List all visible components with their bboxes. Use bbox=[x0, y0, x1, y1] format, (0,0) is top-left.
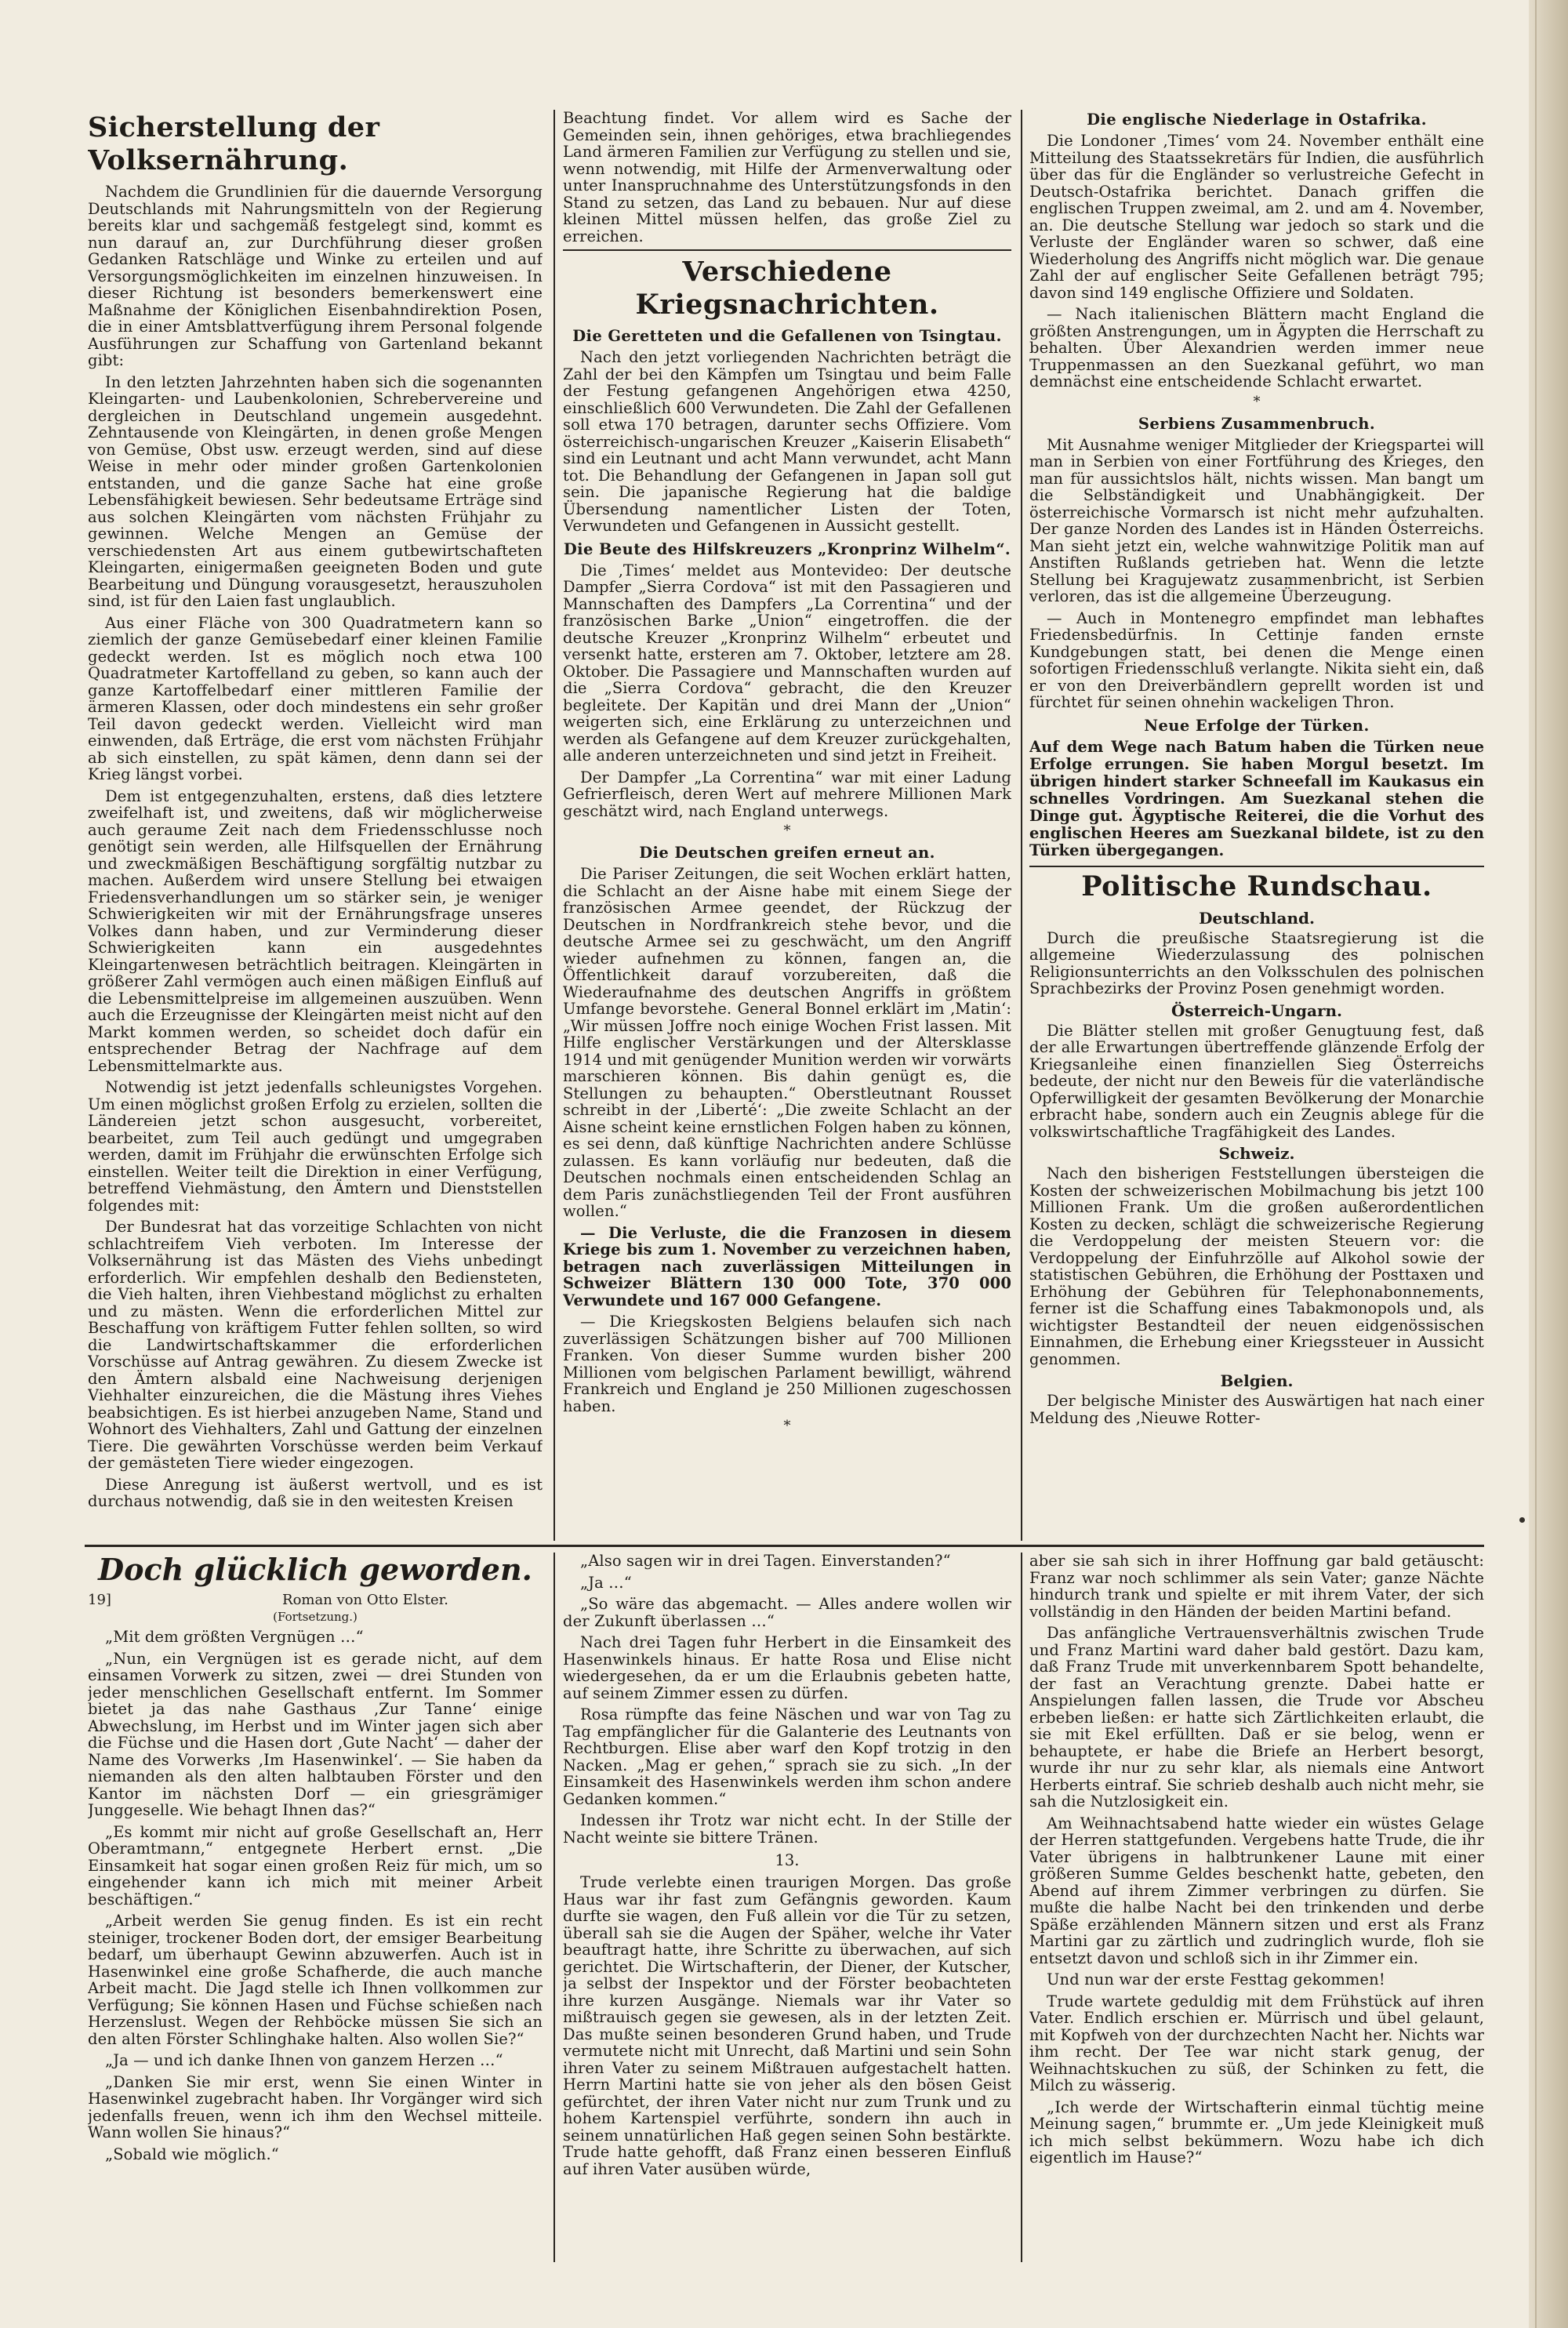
installment-number: 19] bbox=[88, 1592, 111, 1608]
serial-column-3 bbox=[1029, 1553, 1484, 2262]
paragraph: „Ich werde der Wirtschafterin einmal tüchtig meine Meinung sagen,“ brummte er. „Um jede Kleinigkeit muß ich mich selbst bekümmern. Wozu habe ich dich eigentlich im Hause?“ bbox=[1029, 2097, 1484, 2166]
novel-title: Doch glücklich geworden. bbox=[98, 1553, 532, 1587]
paragraph: In den letzten Jahrzehnten haben sich die sogenannten Kleingarten- und Laubenkolonien, Schrebervereine und dergleichen in Deutschland ungemein ausgedehnt. Zehntausende von Kleingärten, in denen große Mengen von Gemüse, Obst usw. erzeugt werden, sind auf diese Weise in mehr oder minder großen Gartenkolonien entstanden, und die ganze Sache hat eine große Lebensfähigkeit bewiesen. Sehr bedeutsame Erträge sind aus solchen Kleingärten vom nächsten Frühjahr zu gewinnen. Welche Mengen an Gemüse der verschiedensten Art aus einem gutbewirtschafteten Kleingarten, einigermaßen geeigneten Boden und gute Bearbeitung und Düngung vorausgesetzt, herauszuholen sind, ist für den Laien fast unglaublich. bbox=[88, 372, 543, 610]
section-rule bbox=[1029, 866, 1484, 867]
paragraph: Dem ist entgegenzuhalten, erstens, daß dies letztere zweifelhaft ist, und zweitens, daß wir möglicherweise auch geraume Zeit nach dem Friedensschlusse noch genötigt sein werden, alle Hilfsquellen der Ernährung und zweckmäßigen Beschäftigung sorgfältig nutzbar zu machen. Außerdem wird unsere Stellung bei etwaigen Friedensverhandlungen um so stärker sein, je weniger Schwierigkeiten wir mit der Ernährungsfrage unseres Volkes dann haben, und zur Verminderung dieser Schwierigkeiten kann ein ausgedehntes Kleingartenwesen beträchtlich beitragen. Kleingärten in größerer Zahl vermögen auch einen mäßigen Einfluß auf die Lebensmittelpreise im allgemeinen auszuüben. Wenn auch die Erzeugnisse der Kleingärten meist nicht auf den Markt kommen werden, so scheidet doch dafür ein entsprechender Betrag der Nachfrage auf dem Lebensmittelmarkte aus. bbox=[88, 786, 543, 1075]
separator-star: * bbox=[783, 823, 791, 839]
paragraph: Durch die preußische Staatsregierung ist die allgemeine Wiederzulassung des polnischen Religionsunterrichts an den Volksschulen des polnischen Sprachbezirks der Provinz Posen genehmigt worden. bbox=[1029, 928, 1484, 997]
paragraph: „Ja …“ bbox=[580, 1573, 632, 1592]
article-subtitle: Die Geretteten und die Gefallenen von Tsingtau. bbox=[572, 327, 1002, 345]
separator-star: * bbox=[1253, 393, 1261, 410]
paragraph-bold: — Die Verluste, die die Franzosen in diesem Kriege bis zum 1. November zu verzeichnen haben, betragen nach zuverlässigen Mitteilungen in Schweizer Blättern 130 000 Tote, 370 000 Verwundete und 167 000 Gefangene. bbox=[563, 1223, 1011, 1309]
paragraph: — Die Kriegskosten Belgiens belaufen sich nach zuverlässigen Schätzungen bisher auf 700 Millionen Franken. Von dieser Summe wurden bisher 200 Millionen vom belgischen Parlament bewilligt, während Frankreich und England je 250 Millionen zugeschossen haben. bbox=[563, 1313, 1011, 1415]
page-binding-edge bbox=[1529, 0, 1568, 2328]
paragraph: „Mit dem größten Vergnügen …“ bbox=[105, 1628, 364, 1646]
paragraph: Die ‚Times‘ meldet aus Montevideo: Der deutsche Dampfer „Sierra Cordova“ ist mit den Passagieren und Mannschaften des Dampfers „La Correntina“ und der französischen Barke „Union“ eingetroffen. die der deutsche Kreuzer „Kronprinz Wilhelm“ erbeutet und versenkt hatte, ersteren am 7. Oktober, letztere am 28. Oktober. Die Passagiere und Mannschaften wurden auf die „Sierra Cordova“ gebracht, die den Kreuzer begleitete. Der Kapitän und drei Mann der „Union“ weigerten sich, eine Erklärung zu unterzeichnen und werden als Gefangene auf dem Kreuzer zurückgehalten, alle anderen unterzeichneten und sind jetzt in Freiheit. bbox=[563, 561, 1011, 764]
paragraph: Trude verlebte einen traurigen Morgen. Das große Haus war ihr fast zum Gefängnis geworden. Kaum durfte sie wagen, den Fuß allein vor die Tür zu setzen, überall sah sie die Augen der Späher, welche ihr Vater beauftragt hatte, ihre Schritte zu überwachen, auf sich gerichtet. Die Wirtschafterin, der Diener, der Kutscher, ja selbst der Inspektor und der Förster beobachteten ihre kurzen Ausgänge. Niemals war ihr Vater so mißtrauisch gegen sie gewesen, als in der letzten Zeit. Das mußte seinen besonderen Grund haben, und Trude vermutete nicht mit Unrecht, daß Martini und sein Sohn ihren Vater zu seinem Mißtrauen aufgestachelt hatten. Herrn Martini hatte sie von jeher als den bösen Geist gefürchtet, der ihren Vater nicht nur zum Trunk und zu hohem Kartenspiel verführte, sondern ihn auch in seinem unnatürlichen Haß gegen seinen Sohn bestärkte. Trude hatte gehofft, daß Franz einen besseren Einfluß auf ihren Vater ausüben würde, bbox=[563, 1873, 1011, 2178]
column-volksernaehrung bbox=[88, 110, 543, 1541]
paragraph: Indessen ihr Trotz war nicht echt. In der Stille der Nacht weinte sie bittere Tränen. bbox=[563, 1811, 1011, 1847]
paragraph: Der Bundesrat hat das vorzeitige Schlachten von nicht schlachtreifem Vieh verboten. Im Interesse der Volksernährung ist das Mästen des Viehs unbedingt erforderlich. Wir empfehlen deshalb den Bediensteten, die Vieh halten, ihren Viehbestand möglichst zu erhalten und zu mästen. Wenn die erforderlichen Mittel zur Beschaffung von kräftigem Futter fehlen sollten, so wird die Landwirtschaftskammer die erforderlichen Vorschüsse auf Antrag gewähren. Zu diesem Zwecke ist den Ämtern alsbald eine Nachweisung derjenigen Viehhalter einzureichen, die die Mästung ihres Viehes beabsichtigen. Es ist hierbei anzugeben Name, Stand und Wohnort des Viehhalters, Zahl und Gattung der einzelnen Tiere. Die gewährten Vorschüsse werden beim Verkauf der gemästeten Tiere wieder eingezogen. bbox=[88, 1218, 543, 1472]
column-rule bbox=[554, 110, 555, 1541]
column-ostafrika-rundschau bbox=[1029, 110, 1484, 1541]
paragraph: „Es kommt mir nicht auf große Gesellschaft an, Herr Oberamtmann,“ entgegnete Herbert ernst. „Die Einsamkeit hat sogar einen großen Reiz für mich, um so eingehender kann ich mich mit meiner Arbeit beschäftigen.“ bbox=[88, 1822, 543, 1909]
paragraph: Rosa rümpfte das feine Näschen und war von Tag zu Tag empfänglicher für die Galanterie des Leutnants von Rechtburgen. Elise aber warf den Kopf trotzig in den Nacken. „Mag er gehen,“ sprach sie zu sich. „In der Einsamkeit des Hasenwinkels werden ihm schon andere Gedanken kommen.“ bbox=[563, 1705, 1011, 1808]
country-heading: Belgien. bbox=[1220, 1371, 1294, 1390]
paragraph: Die Londoner ‚Times‘ vom 24. November enthält eine Mitteilung des Staatssekretärs für Indien, die ausführlich über das für die Engländer so verlustreiche Gefecht in Deutsch-Ostafrika berichtet. Danach griffen die englischen Truppen zweimal, am 2. und am 4. November, an. Die deutsche Stellung war jedoch so stark und die Verluste der Engländer waren so schwer, daß eine Wiederholung des Angriffs nicht möglich war. Die genaue Zahl der auf englischer Seite Gefallenen beträgt 795; davon sind 149 englische Offiziere und Soldaten. bbox=[1029, 132, 1484, 302]
article-subtitle: Die Deutschen greifen erneut an. bbox=[639, 844, 935, 862]
paragraph: Die Blätter stellen mit großer Genugtuung fest, daß der alle Erwartungen übertreffende glänzende Erfolg der Kriegsanleihe einen finanziellen Sieg Österreichs bedeute, der nicht nur den Beweis für die vaterländische Opferwilligkeit der gesamten Bevölkerung der Monarchie erbracht habe, sondern auch ein Zeugnis ablege für die volkswirtschaftliche Tragfähigkeit des Landes. bbox=[1029, 1021, 1484, 1141]
serial-column-1 bbox=[88, 1553, 543, 2262]
article-subtitle: Serbiens Zusammenbruch. bbox=[1138, 414, 1376, 433]
column-rule bbox=[1021, 110, 1022, 1541]
paragraph: Mit Ausnahme weniger Mitglieder der Kriegspartei will man in Serbien von einer Fortführung des Krieges, den man für aussichtslos hält, nichts wissen. Man bangt um die Selbständigkeit und Unabhängigkeit. Der österreichische Vormarsch ist nicht mehr aufzuhalten. Der ganze Norden des Landes ist in Händen Österreichs. Man sieht jetzt ein, welche wahnwitzige Politik man auf Anstiften Rußlands getrieben hat. Wenn die letzte Stellung bei Kragujewatz zusammenbricht, ist Serbien verloren, das ist die allgemeine Überzeugung. bbox=[1029, 435, 1484, 605]
column-kriegsnachrichten bbox=[563, 110, 1011, 1541]
section-rule bbox=[563, 249, 1011, 251]
paragraph: Nach drei Tagen fuhr Herbert in die Einsamkeit des Hasenwinkels hinaus. Er hatte Rosa und Elise nicht wiedergesehen, da er um die Erlaubnis gebeten hatte, auf seinem Zimmer essen zu dürfen. bbox=[563, 1633, 1011, 1702]
paragraph: „Also sagen wir in drei Tagen. Einverstanden?“ bbox=[580, 1553, 951, 1570]
paragraph: „Nun, ein Vergnügen ist es gerade nicht, auf dem einsamen Vorwerk zu sitzen, zwei — drei Stunden von jeder menschlichen Gesellschaft entfernt. Im Sommer bietet ja das nahe Gasthaus ‚Zur Tanne‘ einige Abwechslung, im Herbst und im Winter jagen sich aber die Füchse und die Hasen dort ‚Gute Nacht‘ — daher der Name des Vorwerks ‚Im Hasenwinkel‘. — Sie haben da niemanden als den alten halbtauben Förster und den Kantor im nächsten Dorf — ein griesgrämiger Junggeselle. Wie behagt Ihnen das?“ bbox=[88, 1649, 543, 1819]
paragraph-continued: Beachtung findet. Vor allem wird es Sache der Gemeinden sein, ihnen gehöriges, etwa brachliegendes Land ärmeren Familien zur Verfügung zu stellen und sie, wenn notwendig, mit Hilfe der Armenverwaltung oder unter Inanspruchnahme des Unterstützungsfonds in den Stand zu setzen, das Land zu bebauen. Nur auf diese kleinen Mittel müssen helfen, das große Ziel zu erreichen. bbox=[563, 110, 1011, 245]
article-subtitle: Die englische Niederlage in Ostafrika. bbox=[1087, 111, 1427, 129]
novel-byline bbox=[88, 1592, 543, 1609]
paragraph: Das anfängliche Vertrauensverhältnis zwischen Trude und Franz Martini ward daher bald gestört. Dazu kam, daß Franz Trude mit unverkennbarem Spott behandelte, der fast an Verachtung grenzte. Dabei hatte er Anspielungen fallen lassen, die Trude vor Abscheu erbeben ließen: er hatte sich Zärtlichkeiten erlaubt, die sie mit Ekel erfüllten. Daß er sie belog, wenn er behauptete, er habe die Briefe an Herbert besorgt, wurde ihr nur zu sehr klar, als niemals eine Antwort Herberts eintraf. Sie schrieb deshalb auch nicht mehr, sie sah die Nutzlosigkeit ein. bbox=[1029, 1624, 1484, 1810]
paragraph: Notwendig ist jetzt jedenfalls schleunigstes Vorgehen. Um einen möglichst großen Erfolg zu erzielen, sollten die Ländereien jetzt schon ausgesucht, vorbereitet, bearbeitet, zum Teil auch gedüngt und umgegraben werden, damit im Frühjahr die erwünschten Erfolge sich einstellen. Weiter teilt die Direktion in einer Verfügung, betreffend Viehmästung, den Ämtern und Dienststellen folgendes mit: bbox=[88, 1078, 543, 1215]
paragraph: „Sobald wie möglich.“ bbox=[105, 2145, 279, 2163]
serial-column-2 bbox=[563, 1553, 1011, 2262]
article-subtitle: Neue Erfolge der Türken. bbox=[1144, 716, 1370, 735]
paragraph: „So wäre das abgemacht. — Alles andere wollen wir der Zukunft überlassen …“ bbox=[563, 1595, 1011, 1630]
paragraph: Und nun war der erste Festtag gekommen! bbox=[1047, 1970, 1385, 1988]
paragraph: Nach den bisherigen Feststellungen übersteigen die Kosten der schweizerischen Mobilmachung bis jetzt 100 Millionen Frank. Um die großen außerordentlichen Kosten zu decken, schlägt die schweizerische Regierung die Verdoppelung der meisten Steuern vor: die Verdoppelung der Einfuhrzölle auf Alkohol sowie der statistischen Gebühren, die Erhöhung der Posttaxen und Erhöhung der Gebühren für Telephonabonnements, ferner ist die Schaffung eines Tabakmonopols und, als wichtigster Bestandteil der neuen eidgenössischen Einnahmen, die Erhebung einer Kriegssteuer in Aussicht genommen. bbox=[1029, 1164, 1484, 1368]
continuation-note: (Fortsetzung.) bbox=[273, 1610, 358, 1624]
paragraph-continued: aber sie sah sich in ihrer Hoffnung gar bald getäuscht: Franz war noch schlimmer als sein Vater; ganze Nächte hindurch trank und spielte er mit ihrem Vater, der sich vollständig in den Händen der beiden Martini befand. bbox=[1029, 1553, 1484, 1621]
paragraph: Nach den jetzt vorliegenden Nachrichten beträgt die Zahl der bei den Kämpfen um Tsingtau und beim Falle der Festung gefangenen Angehörigen etwa 4250, einschließlich 600 Verwundeten. Die Zahl der Gefallenen soll etwa 170 betragen, darunter sechs Offiziere. Vom österreichisch-ungarischen Kreuzer „Kaiserin Elisabeth“ sind ein Leutnant und acht Mann verwundet, acht Mann tot. Die Behandlung der Gefangenen in Japan soll gut sein. Die japanische Regierung hat die baldige Übersendung namentlicher Listen der Toten, Verwundeten und Gefangenen in Aussicht gestellt. bbox=[563, 348, 1011, 535]
chapter-number: 13. bbox=[775, 1851, 800, 1869]
country-heading: Österreich-Ungarn. bbox=[1171, 1001, 1343, 1020]
article-title-rundschau: Politische Rundschau. bbox=[1081, 870, 1432, 903]
paragraph: Die Pariser Zeitungen, die seit Wochen erklärt hatten, die Schlacht an der Aisne habe mit einem Siege der französischen Armee geendet, der Rückzug der Deutschen in Nordfrankreich stehe bevor, und die deutsche Armee sei zu geschwächt, um den Angriff wieder aufnehmen zu können, fangen an, die Öffentlichkeit darauf vorzubereiten, daß die Wiederaufnahme des deutschen Angriffs in größtem Umfange bevorstehe. General Bonnel erklärt im ‚Matin‘: „Wir müssen Joffre noch einige Wochen Frist lassen. Mit Hilfe englischer Verstärkungen und der Altersklasse 1914 und mit genügender Munition werden wir vorwärts marschieren können. Bis dahin genügt es, die Stellungen zu behaupten.“ Oberstleutnant Rousset schreibt in der ‚Liberté‘: „Die zweite Schlacht an der Aisne scheint keine ernstlichen Folgen haben zu können, es sei denn, daß künftige Nachrichten andere Schlüsse zulassen. Es kann vorläufig nur bedeuten, daß die Deutschen nochmals einen entscheidenden Schlag an dem Paris zunächstliegenden Teil der Front ausführen wollen.“ bbox=[563, 865, 1011, 1220]
article-title-volksernaehrung: Sicherstellung der Volksernährung. bbox=[88, 111, 380, 176]
separator-star: * bbox=[783, 1418, 791, 1434]
country-heading: Schweiz. bbox=[1218, 1144, 1295, 1163]
paragraph: Der Dampfer „La Correntina“ war mit einer Ladung Gefrierfleisch, deren Wert auf mehrere Millionen Mark geschätzt wird, nach England unterwegs. bbox=[563, 768, 1011, 820]
printing-dot bbox=[1519, 1517, 1525, 1523]
paragraph: — Nach italienischen Blättern macht England die größten Anstrengungen, um in Ägypten die Herrschaft zu behalten. Über Alexandrien werden immer neue Truppenmassen an den Suezkanal geführt, wo man demnächst eine entscheidende Schlacht erwartet. bbox=[1029, 305, 1484, 390]
section-rule bbox=[85, 1545, 1484, 1547]
country-heading: Deutschland. bbox=[1199, 908, 1315, 928]
paragraph: „Danken Sie mir erst, wenn Sie einen Winter in Hasenwinkel zugebracht haben. Ihr Vorgänger wird sich jedenfalls freuen, wenn ich ihm den Wechsel mitteile. Wann wollen Sie hinaus?“ bbox=[88, 2072, 543, 2141]
news-blurb: Auf dem Wege nach Batum haben die Türken neue Erfolge errungen. Sie haben Morgul besetzt. Im übrigen hindert starker Schneefall im Kaukasus ein schnelles Vordringen. Am Suezkanal stehen die Dinge gut. Ägyptische Reiterei, die die Vorhut des englischen Heeres am Suezkanal bildete, ist zu den Türken übergegangen. bbox=[1029, 737, 1484, 859]
paragraph: Der belgische Minister des Auswärtigen hat nach einer Meldung des ‚Nieuwe Rotter- bbox=[1029, 1392, 1484, 1427]
paragraph: Trude wartete geduldig mit dem Frühstück auf ihren Vater. Endlich erschien er. Mürrisch und übel gelaunt, mit Kopfweh von der durchzechten Nacht her. Nichts war ihm recht. Der Tee war nicht stark genug, der Weihnachtskuchen zu süß, der Schinken zu fett, die Milch zu wässerig. bbox=[1029, 1992, 1484, 2094]
paragraph: Diese Anregung ist äußerst wertvoll, und es ist durchaus notwendig, daß sie in den weitesten Kreisen bbox=[88, 1475, 543, 1510]
paragraph: — Auch in Montenegro empfindet man lebhaftes Friedensbedürfnis. In Cettinje fanden ernste Kundgebungen statt, bei denen die Menge einen sofortigen Friedensschluß verlangte. Nikita sieht ein, daß er von den Dreiverbändlern geprellt worden ist und fürchtet für seinen ohnehin wackeligen Thron. bbox=[1029, 608, 1484, 711]
paragraph: „Ja — und ich danke Ihnen von ganzem Herzen …“ bbox=[105, 2051, 503, 2069]
column-rule bbox=[1021, 1553, 1022, 2262]
novel-author: Roman von Otto Elster. bbox=[282, 1592, 448, 1608]
paragraph: Nachdem die Grundlinien für die dauernde Versorgung Deutschlands mit Nahrungsmitteln von der Regierung bereits klar und sachgemäß festgelegt sind, kommt es nun darauf an, zur Durchführung dieser großen Gedanken Ratschläge und Winke zu erteilen und auf Versorgungsmöglichkeiten im einzelnen hinzuweisen. In dieser Richtung ist besonders bemerkenswert eine Maßnahme der Königlichen Eisenbahndirektion Posen, die in einer Amtsblattverfügung ihrem Personal folgende Ausführungen zur Schaffung von Gartenland bekannt gibt: bbox=[88, 183, 543, 369]
paragraph: „Arbeit werden Sie genug finden. Es ist ein recht steiniger, trockener Boden dort, der emsiger Bearbeitung bedarf, um überhaupt Gewinn abzuwerfen. Auch ist in Hasenwinkel eine große Schafherde, die auch manche Arbeit macht. Die Jagd stelle ich Ihnen vollkommen zur Verfügung; Sie können Hasen und Füchse schießen nach Herzenslust. Wegen der Rehböcke müssen Sie sich an den alten Förster Schlinghake halten. Also wollen Sie?“ bbox=[88, 1912, 543, 2048]
article-subtitle: Die Beute des Hilfskreuzers „Kronprinz Wilhelm“. bbox=[563, 539, 1011, 558]
column-rule bbox=[554, 1553, 555, 2262]
paragraph: Am Weihnachtsabend hatte wieder ein wüstes Gelage der Herren stattgefunden. Vergebens hatte Trude, die ihr Vater übrigens in halbtrunkener Laune mit einer größeren Summe Geldes beschenkt hatte, gebeten, den Abend auf ihrem Zimmer verbringen zu dürfen. Sie mußte die halbe Nacht bei den trinkenden und derbe Späße erzählenden Männern sitzen und erst als Franz Martini gar zu zärtlich und zudringlich wurde, floh sie entsetzt davon und schloß sich in ihr Zimmer ein. bbox=[1029, 1814, 1484, 1967]
article-title-kriegsnachrichten: Verschiedene Kriegsnachrichten. bbox=[635, 256, 939, 321]
paragraph: Aus einer Fläche von 300 Quadratmetern kann so ziemlich der ganze Gemüsebedarf einer kleinen Familie gedeckt werden. Ist es möglich noch etwa 100 Quadratmeter Kartoffelland zu geben, so kann auch der ganze Kartoffelbedarf einer mittleren Familie der ärmeren Klassen, oder doch mindestens ein sehr großer Teil davon gedeckt werden. Vielleicht wird man einwenden, daß Erträge, die erst vom nächsten Frühjahr ab sich einstellen, zu spät kämen, denn dann sei der Krieg längst vorbei. bbox=[88, 613, 543, 783]
